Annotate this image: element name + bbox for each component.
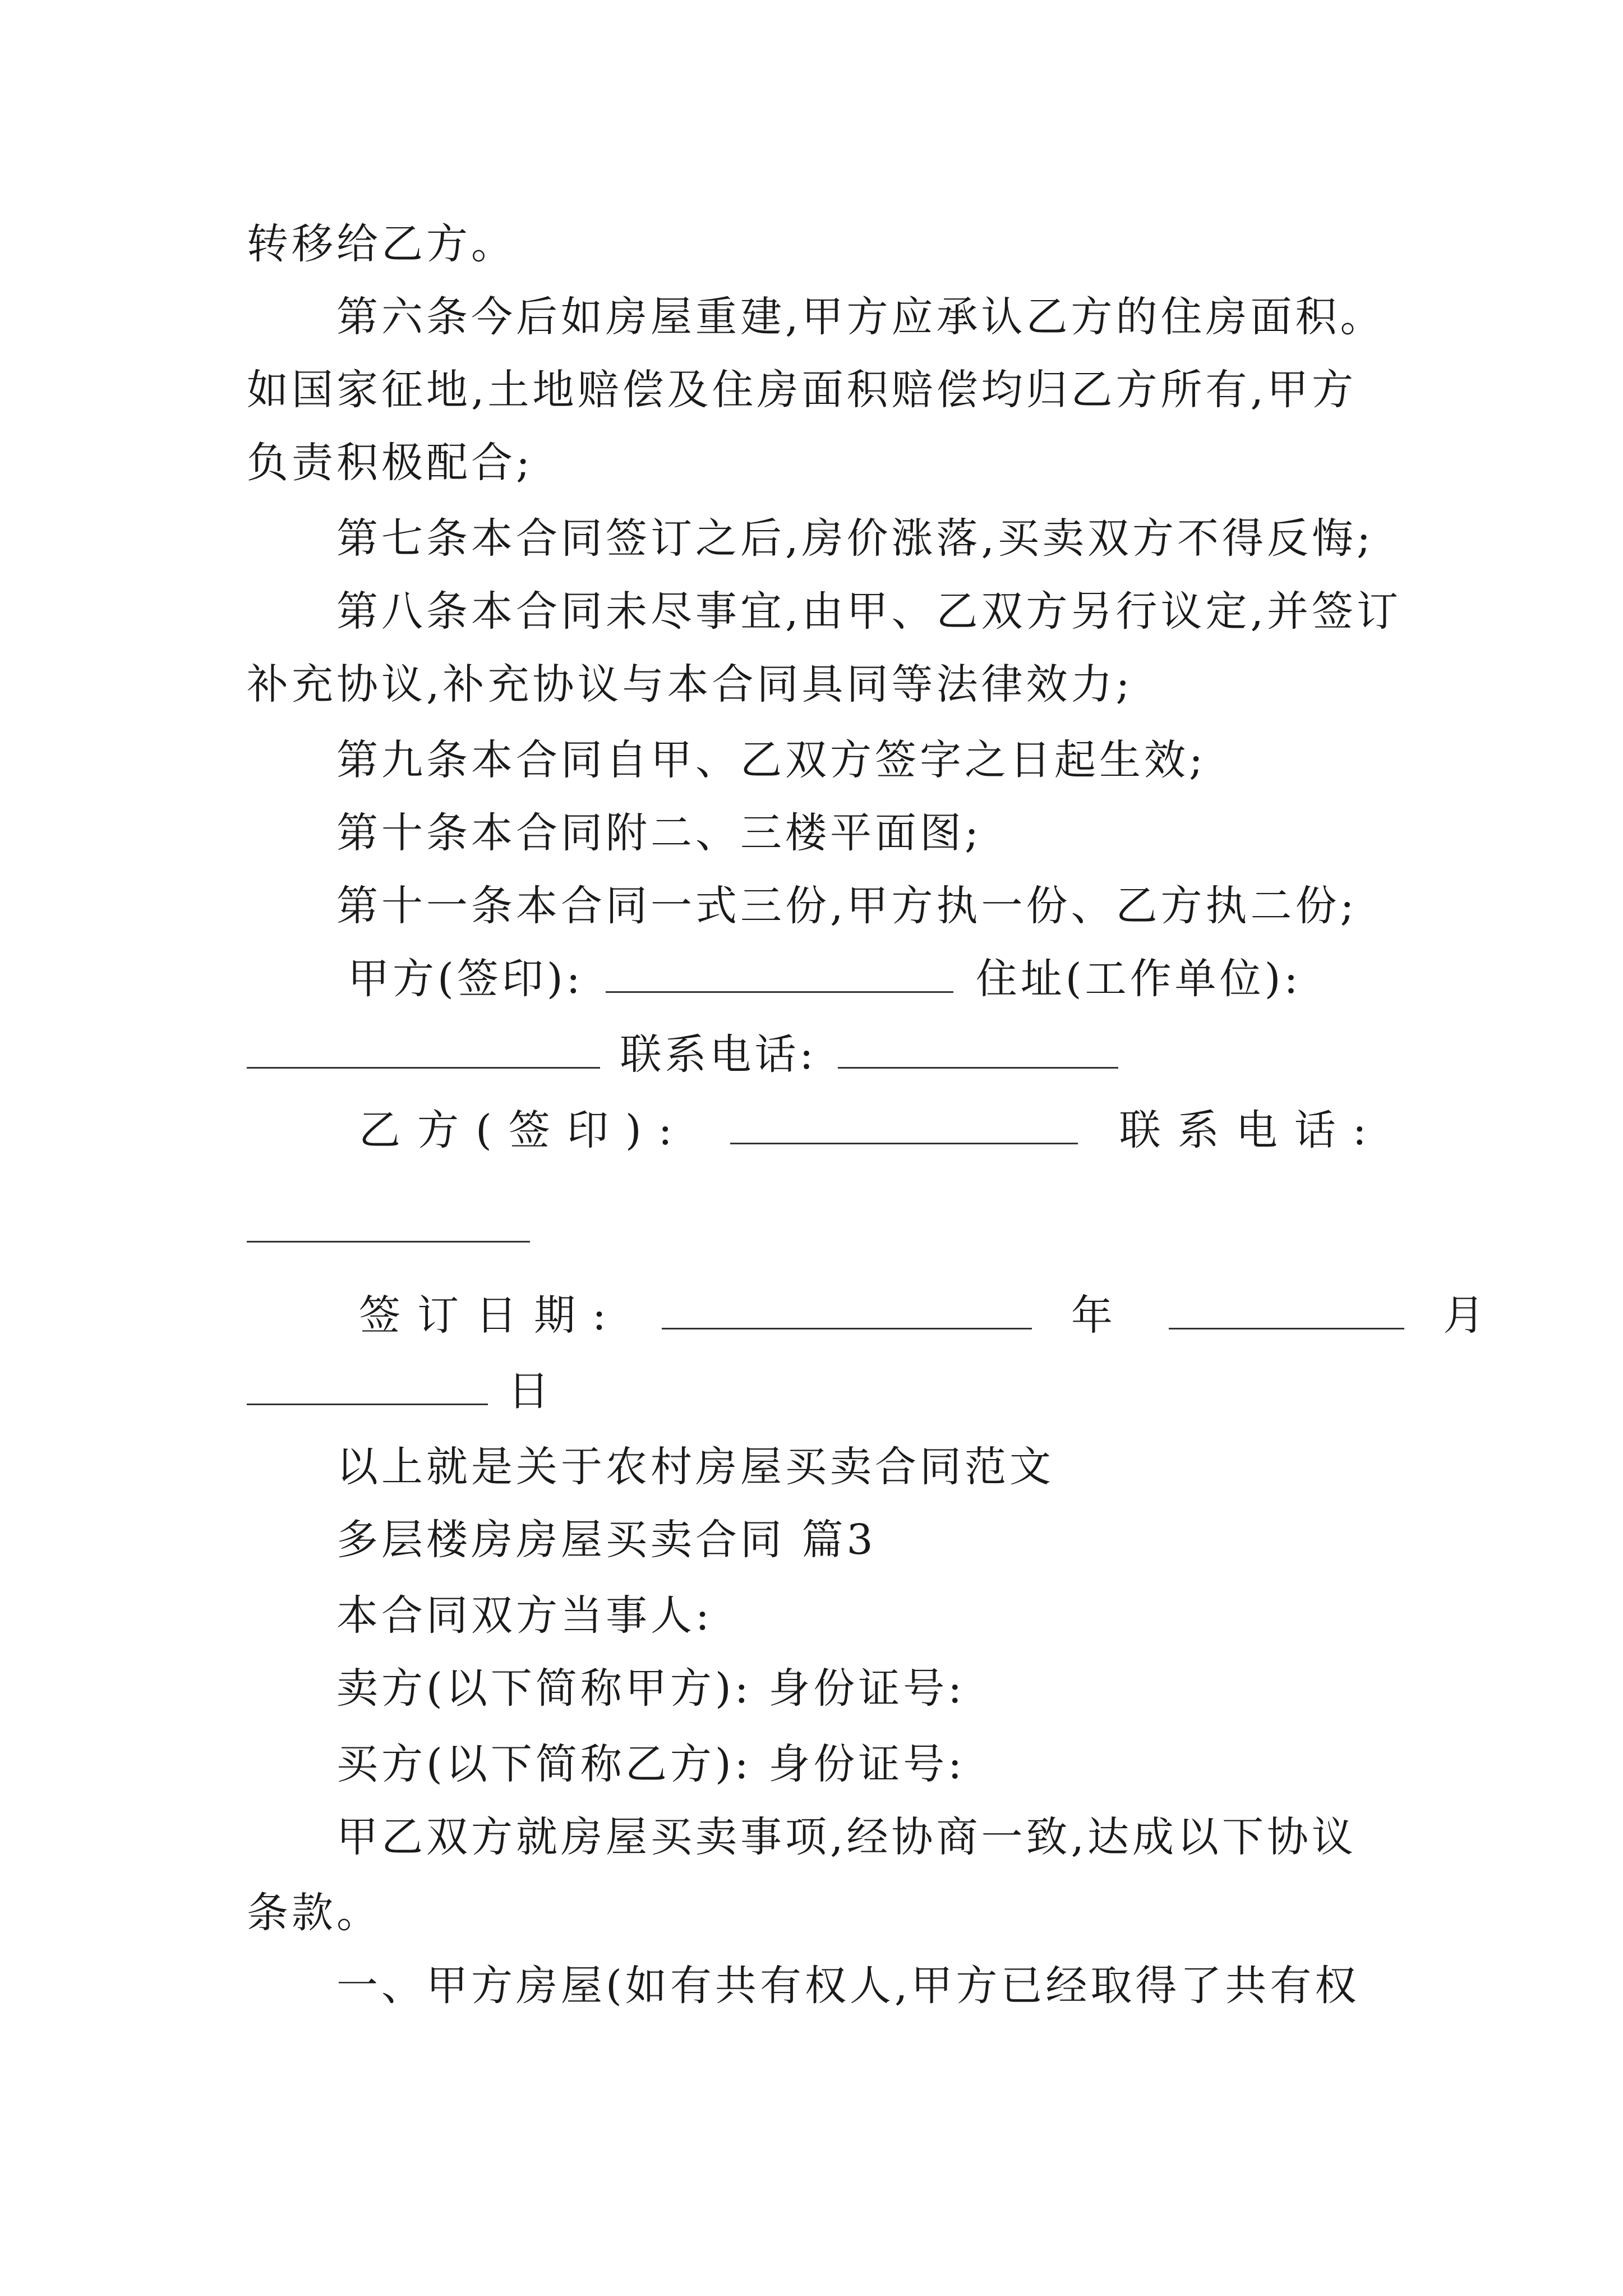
parties-intro: 本合同双方当事人: (336, 1591, 713, 1640)
clause-8: 第八条本合同未尽事宜,由甲、乙双方另行议定,并签订 (336, 587, 1402, 636)
party-a-address-blank[interactable] (247, 1025, 600, 1069)
party-a-sign-label: 甲方(签印): (348, 955, 584, 1003)
month-label: 月 (1443, 1291, 1502, 1340)
closing-text: 以上就是关于农村房屋买卖合同范文 (336, 1443, 1054, 1491)
buyer-line: 买方(以下简称乙方): 身份证号: (336, 1740, 966, 1788)
party-a-sign-row (348, 948, 1301, 1010)
clause-7: 第七条本合同签订之后,房价涨落,买卖双方不得反悔; (336, 514, 1374, 563)
clause-10: 第十条本合同附二、三楼平面图; (336, 809, 982, 857)
clause-11: 第十一条本合同一式三份,甲方执一份、乙方执二份; (336, 882, 1358, 930)
day-row (247, 1360, 553, 1422)
clause-1-line: 一、甲方房屋(如有共有权人,甲方已经取得了共有权 (336, 1962, 1360, 2010)
party-b-sign-label: 乙方(签印): (359, 1106, 689, 1154)
agreement-line-cont: 条款。 (247, 1889, 381, 1937)
month-blank[interactable] (1169, 1286, 1404, 1329)
clause-9: 第九条本合同自甲、乙双方签字之日起生效; (336, 736, 1206, 784)
party-a-phone-label: 联系电话: (620, 1030, 817, 1079)
day-label: 日 (508, 1367, 553, 1415)
party-a-phone-blank[interactable] (838, 1025, 1118, 1069)
text-line: 补充协议,补充协议与本合同具同等法律效力; (247, 660, 1133, 708)
text-line: 负责积极配合; (247, 439, 533, 487)
party-b-phone-blank[interactable] (247, 1199, 530, 1243)
sign-date-row (359, 1285, 1501, 1346)
party-b-sign-blank[interactable] (730, 1101, 1078, 1144)
seller-line: 卖方(以下简称甲方): 身份证号: (336, 1664, 966, 1713)
party-a-sign-blank[interactable] (606, 950, 953, 993)
year-blank[interactable] (662, 1286, 1032, 1329)
party-b-phone-label: 联系电话: (1119, 1106, 1384, 1154)
agreement-line: 甲乙双方就房屋买卖事项,经协商一致,达成以下协议 (336, 1813, 1357, 1861)
text-line: 转移给乙方。 (247, 220, 516, 268)
party-a-address-label: 住址(工作单位): (975, 955, 1302, 1003)
section-title: 多层楼房房屋买卖合同 篇3 (336, 1516, 877, 1564)
day-blank[interactable] (247, 1362, 488, 1405)
clause-6: 第六条今后如房屋重建,甲方应承认乙方的住房面积。 (336, 293, 1385, 341)
party-a-phone-row (247, 1024, 1118, 1085)
year-label: 年 (1071, 1291, 1129, 1340)
text-line: 如国家征地,土地赔偿及住房面积赔偿均归乙方所有,甲方 (247, 366, 1357, 414)
party-b-row (359, 1099, 1384, 1161)
party-b-phone-row (247, 1198, 530, 1259)
sign-date-label: 签订日期: (359, 1291, 623, 1340)
